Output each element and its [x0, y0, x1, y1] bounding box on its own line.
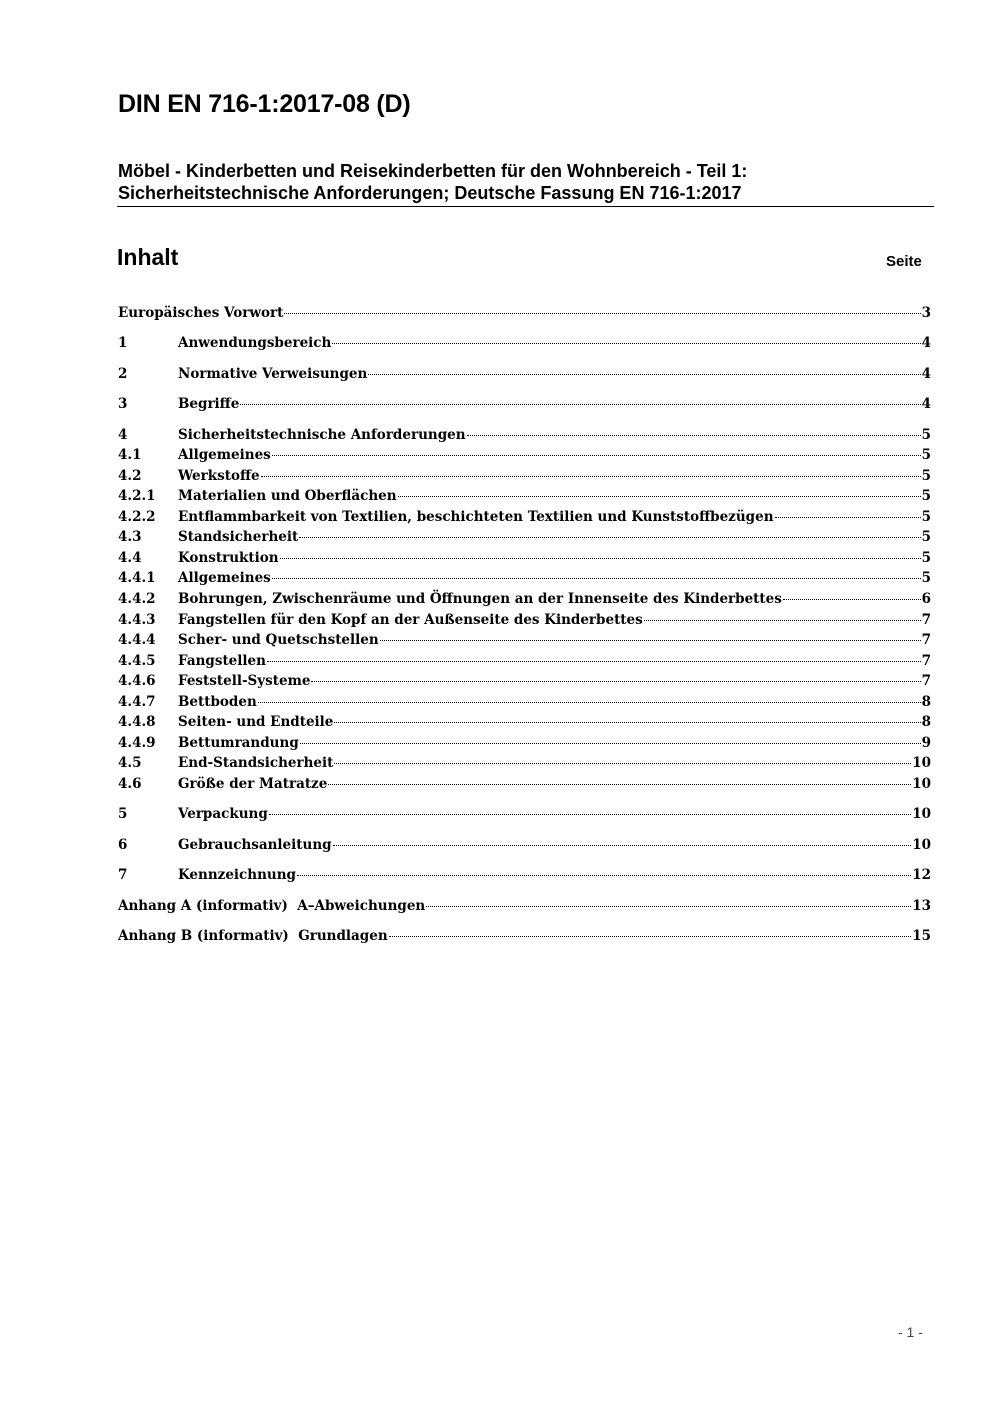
toc-entry-label: Materialien und Oberflächen — [178, 488, 397, 504]
toc-entry[interactable] — [118, 774, 931, 794]
toc-entry-number: 4.4.2 — [118, 591, 156, 607]
toc-entry-label: Werkstoffe — [178, 468, 260, 484]
toc-entry-number: 4.4.1 — [118, 570, 156, 586]
toc-entry[interactable] — [118, 303, 931, 323]
toc-entry-page: 7 — [921, 653, 931, 669]
toc-entry-page: 4 — [921, 396, 931, 412]
toc-entry-number: 7 — [118, 867, 128, 883]
toc-entry[interactable] — [118, 394, 931, 414]
toc-entry-number: 4.4 — [118, 550, 142, 566]
toc-entry[interactable] — [118, 486, 931, 506]
toc-entry-label: End-Standsicherheit — [178, 755, 334, 771]
toc-entry-number: 4.4.4 — [118, 632, 156, 648]
toc-entry-page: 7 — [921, 632, 931, 648]
toc-entry-label: Fangstellen — [178, 653, 266, 669]
document-title: DIN EN 716-1:2017-08 (D) — [118, 90, 411, 118]
toc-entry[interactable] — [118, 804, 931, 824]
toc-entry[interactable] — [118, 733, 931, 753]
toc-entry-number: 4.4.9 — [118, 735, 156, 751]
toc-entry-label: Normative Verweisungen — [178, 366, 368, 382]
toc-entry-page: 7 — [921, 673, 931, 689]
toc-entry-page: 3 — [921, 305, 931, 321]
toc-entry-label: Standsicherheit — [178, 529, 299, 545]
toc-dot-leader — [332, 343, 920, 344]
toc-dot-leader — [269, 814, 911, 815]
toc-entry-page: 10 — [912, 806, 931, 822]
toc-entry-page: 5 — [921, 509, 931, 525]
toc-entry[interactable] — [118, 333, 931, 353]
toc-dot-leader — [311, 681, 920, 682]
toc-dot-leader — [299, 537, 920, 538]
toc-entry[interactable] — [118, 589, 931, 609]
toc-entry-label: Seiten- und Endteile — [178, 714, 334, 730]
toc-entry-page: 15 — [912, 928, 931, 944]
header-divider — [117, 206, 934, 207]
toc-entry-label: Bettboden — [178, 694, 257, 710]
toc-entry-number: 4.4.7 — [118, 694, 156, 710]
toc-entry-number: 4.4.6 — [118, 673, 156, 689]
toc-entry-page: 8 — [921, 714, 931, 730]
toc-dot-leader — [333, 845, 912, 846]
toc-entry-label: Entflammbarkeit von Textilien, beschichteten Textilien und Kunststoffbezügen — [178, 509, 774, 525]
toc-entry-page: 10 — [912, 776, 931, 792]
toc-dot-leader — [783, 599, 921, 600]
toc-entry-number: 2 — [118, 366, 128, 382]
toc-dot-leader — [334, 722, 920, 723]
toc-dot-leader — [272, 455, 921, 456]
toc-dot-leader — [284, 313, 920, 314]
toc-entry-page: 5 — [921, 550, 931, 566]
toc-entry-number: 6 — [118, 837, 128, 853]
toc-entry-page: 13 — [912, 898, 931, 914]
toc-entry-label: Größe der Matratze — [178, 776, 328, 792]
toc-entry[interactable] — [118, 753, 931, 773]
toc-entry[interactable] — [118, 865, 931, 885]
toc-entry-page: 10 — [912, 837, 931, 853]
toc-entry-number: 4.4.3 — [118, 612, 156, 628]
toc-entry-number: 4 — [118, 427, 128, 443]
toc-entry[interactable] — [118, 507, 931, 527]
toc-entry-label: Anhang B (informativ) Grundlagen — [118, 928, 388, 944]
toc-entry-label: Allgemeines — [178, 447, 271, 463]
toc-entry-page: 5 — [921, 488, 931, 504]
toc-entry-label: Sicherheitstechnische Anforderungen — [178, 427, 466, 443]
toc-entry-page: 10 — [912, 755, 931, 771]
toc-dot-leader — [280, 558, 921, 559]
toc-entry-page: 4 — [921, 335, 931, 351]
toc-entry-number: 4.4.8 — [118, 714, 156, 730]
toc-entry-label: Europäisches Vorwort — [118, 305, 284, 321]
toc-dot-leader — [389, 936, 912, 937]
toc-entry-number: 4.4.5 — [118, 653, 156, 669]
toc-entry-label: Begriffe — [178, 396, 240, 412]
toc-entry-number: 4.2.1 — [118, 488, 156, 504]
toc-entry[interactable] — [118, 610, 931, 630]
toc-entry-label: Feststell-Systeme — [178, 673, 311, 689]
toc-dot-leader — [240, 404, 920, 405]
toc-dot-leader — [258, 702, 921, 703]
subtitle-line-1: Möbel - Kinderbetten und Reisekinderbetten für den Wohnbereich - Teil 1: — [118, 161, 748, 181]
toc-entry-label: Anhang A (informativ) A–Abweichungen — [118, 898, 426, 914]
toc-entry-page: 4 — [921, 366, 931, 382]
toc-entry[interactable] — [118, 364, 931, 384]
toc-entry-page: 5 — [921, 447, 931, 463]
toc-dot-leader — [261, 476, 921, 477]
toc-entry-label: Kennzeichnung — [178, 867, 296, 883]
toc-dot-leader — [300, 743, 921, 744]
toc-entry-page: 7 — [921, 612, 931, 628]
toc-dot-leader — [398, 496, 921, 497]
toc-entry[interactable] — [118, 926, 931, 946]
toc-entry[interactable] — [118, 692, 931, 712]
toc-dot-leader — [426, 906, 911, 907]
toc-entry-label: Anwendungsbereich — [178, 335, 332, 351]
toc-entry-number: 4.6 — [118, 776, 142, 792]
subtitle-line-2: Sicherheitstechnische Anforderungen; Deutsche Fassung EN 716-1:2017 — [118, 183, 742, 203]
toc-entry[interactable] — [118, 671, 931, 691]
toc-entry-page: 5 — [921, 529, 931, 545]
toc-dot-leader — [380, 640, 921, 641]
document-subtitle — [118, 160, 934, 204]
toc-entry-label: Bohrungen, Zwischenräume und Öffnungen an der Innenseite des Kinderbettes — [178, 591, 782, 607]
toc-entry-number: 4.2 — [118, 468, 142, 484]
toc-entry[interactable] — [118, 835, 931, 855]
toc-entry-number: 5 — [118, 806, 128, 822]
toc-entry-number: 3 — [118, 396, 128, 412]
toc-entry-page: 5 — [921, 427, 931, 443]
toc-dot-leader — [775, 517, 921, 518]
toc-entry[interactable] — [118, 630, 931, 650]
toc-entry[interactable] — [118, 445, 931, 465]
toc-dot-leader — [272, 578, 921, 579]
toc-entry[interactable] — [118, 712, 931, 732]
toc-dot-leader — [644, 620, 921, 621]
toc-dot-leader — [297, 875, 911, 876]
page-column-label: Seite — [886, 253, 922, 270]
toc-entry-label: Scher- und Quetschstellen — [178, 632, 379, 648]
toc-entry[interactable] — [118, 651, 931, 671]
toc-entry[interactable] — [118, 425, 931, 445]
toc-entry-number: 4.5 — [118, 755, 142, 771]
toc-entry-number: 4.3 — [118, 529, 142, 545]
toc-entry[interactable] — [118, 548, 931, 568]
toc-entry-page: 5 — [921, 468, 931, 484]
toc-entry[interactable] — [118, 896, 931, 916]
toc-entry-page: 8 — [921, 694, 931, 710]
page-number: - 1 - — [898, 1324, 923, 1340]
toc-entry[interactable] — [118, 527, 931, 547]
toc-dot-leader — [467, 435, 921, 436]
toc-entry-label: Bettumrandung — [178, 735, 299, 751]
toc-entry[interactable] — [118, 466, 931, 486]
toc-entry-label: Gebrauchsanleitung — [178, 837, 332, 853]
toc-entry-page: 5 — [921, 570, 931, 586]
toc-dot-leader — [267, 661, 921, 662]
toc-heading: Inhalt — [117, 244, 179, 270]
toc-entry-label: Verpackung — [178, 806, 268, 822]
toc-dot-leader — [368, 374, 920, 375]
toc-entry-number: 4.2.2 — [118, 509, 156, 525]
toc-entry-label: Allgemeines — [178, 570, 271, 586]
toc-entry-number: 1 — [118, 335, 128, 351]
toc-entry[interactable] — [118, 568, 931, 588]
toc-entry-number: 4.1 — [118, 447, 142, 463]
toc-entry-label: Konstruktion — [178, 550, 279, 566]
toc-entry-label: Fangstellen für den Kopf an der Außenseite des Kinderbettes — [178, 612, 643, 628]
toc-dot-leader — [328, 784, 911, 785]
toc-entry-page: 9 — [921, 735, 931, 751]
toc-entry-page: 12 — [912, 867, 931, 883]
toc-entry-page: 6 — [921, 591, 931, 607]
toc-dot-leader — [334, 763, 911, 764]
